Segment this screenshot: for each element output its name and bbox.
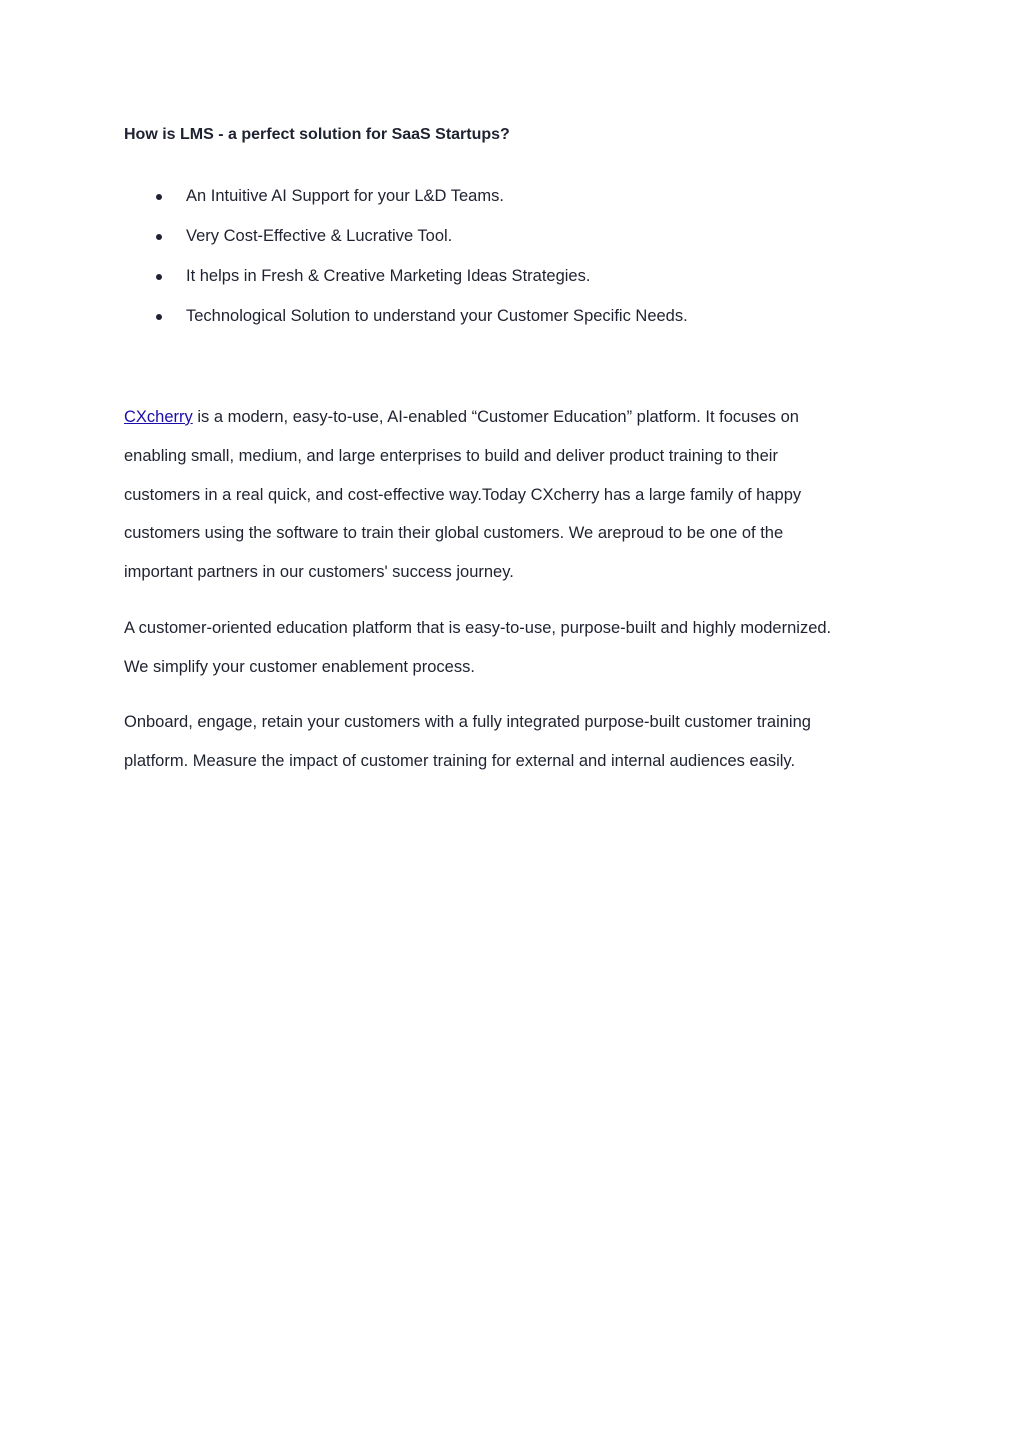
paragraph-text: is a modern, easy-to-use, AI-enabled “Customer Education” platform. It focuses on — [192, 408, 799, 426]
paragraph-line: important partners in our customers' success journey. — [124, 563, 514, 582]
bullet-text: An Intuitive AI Support for your L&D Teams. — [186, 187, 504, 205]
paragraph-line: customers in a real quick, and cost-effective way.Today CXcherry has a large family of happy — [124, 485, 802, 504]
intro-paragraph — [124, 398, 894, 592]
bullet-icon — [156, 314, 162, 320]
feature-bullet-list — [124, 184, 688, 344]
platform-paragraph — [124, 609, 894, 687]
bullet-text: It helps in Fresh & Creative Marketing Ideas Strategies. — [186, 267, 591, 285]
list-item — [124, 304, 688, 344]
paragraph-line: Onboard, engage, retain your customers with a fully integrated purpose-built customer training — [124, 713, 811, 731]
list-item — [124, 264, 688, 304]
bullet-text: Very Cost-Effective & Lucrative Tool. — [186, 227, 453, 245]
paragraph-line: We simplify your customer enablement process. — [124, 657, 475, 676]
section-heading: How is LMS - a perfect solution for SaaS Startups? — [124, 126, 510, 143]
paragraph-line: platform. Measure the impact of customer training for external and internal audiences easily. — [124, 751, 796, 770]
paragraph-line — [124, 398, 894, 437]
bullet-icon — [156, 194, 162, 200]
bullet-icon — [156, 274, 162, 280]
paragraph-line: customers using the software to train their global customers. We areproud to be one of the — [124, 524, 784, 543]
onboard-paragraph — [124, 703, 894, 781]
paragraph-line: A customer-oriented education platform that is easy-to-use, purpose-built and highly modernized. — [124, 619, 832, 637]
paragraph-line: enabling small, medium, and large enterprises to build and deliver product training to their — [124, 446, 778, 465]
bullet-icon — [156, 234, 162, 240]
bullet-text: Technological Solution to understand your Customer Specific Needs. — [186, 307, 688, 325]
list-item — [124, 184, 688, 224]
list-item — [124, 224, 688, 264]
cxcherry-link[interactable]: CXcherry — [124, 408, 193, 426]
